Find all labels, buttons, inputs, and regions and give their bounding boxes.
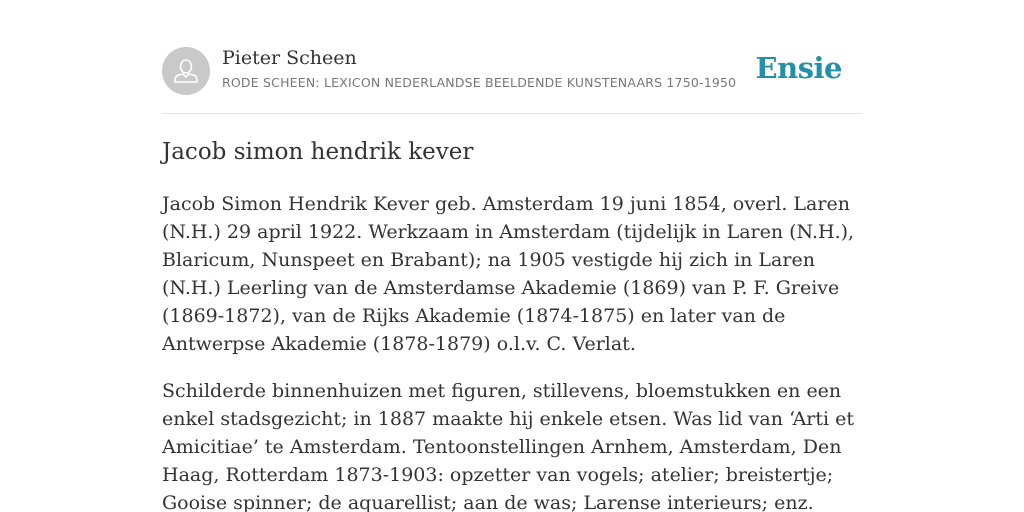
article-title: Jacob simon hendrik kever <box>162 139 474 165</box>
source-name[interactable]: RODE SCHEEN: LEXICON NEDERLANDSE BEELDENDE KUNSTENAARS 1750-1950 <box>222 75 737 90</box>
user-avatar-icon <box>162 47 210 95</box>
ensie-logo[interactable]: Ensie <box>755 51 842 85</box>
article-paragraph: Jacob Simon Hendrik Kever geb. Amsterdam 19 juni 1854, overl. Laren (N.H.) 29 april 1922. Werkzaam in Amsterdam (tijdelijk in Laren (N.H.), Blaricum, Nunspeet en Brabant); na 1905 vestigde hij zich in Laren (N.H.) Leerling van de Amsterdamse Akademie (1869) van P. F. Greive (1869-1872), van de Rijks Akademie (1874-1875) en later van de Antwerpse Akademie (1878-1879) o.l.v. C. Verlat. <box>162 193 855 355</box>
author-name[interactable]: Pieter Scheen <box>222 47 357 69</box>
author-avatar[interactable] <box>162 47 210 95</box>
author-block <box>222 46 736 91</box>
article-paragraph: Schilderde binnenhuizen met figuren, stillevens, bloemstukken en een enkel stadsgezicht; in 1887 maakte hij enkele etsen. Was lid van ‘Arti et Amicitiae’ te Amsterdam. Tentoonstellingen Arnhem, Amsterdam, Den Haag, Rotterdam 1873-1903: opzetter van vogels; atelier; breistertje; Gooise spinner; de aquarellist; aan de was; Larense interieurs; enz. <box>162 380 855 512</box>
article-body <box>162 190 864 512</box>
article-header <box>162 46 862 96</box>
header-divider <box>162 113 862 114</box>
